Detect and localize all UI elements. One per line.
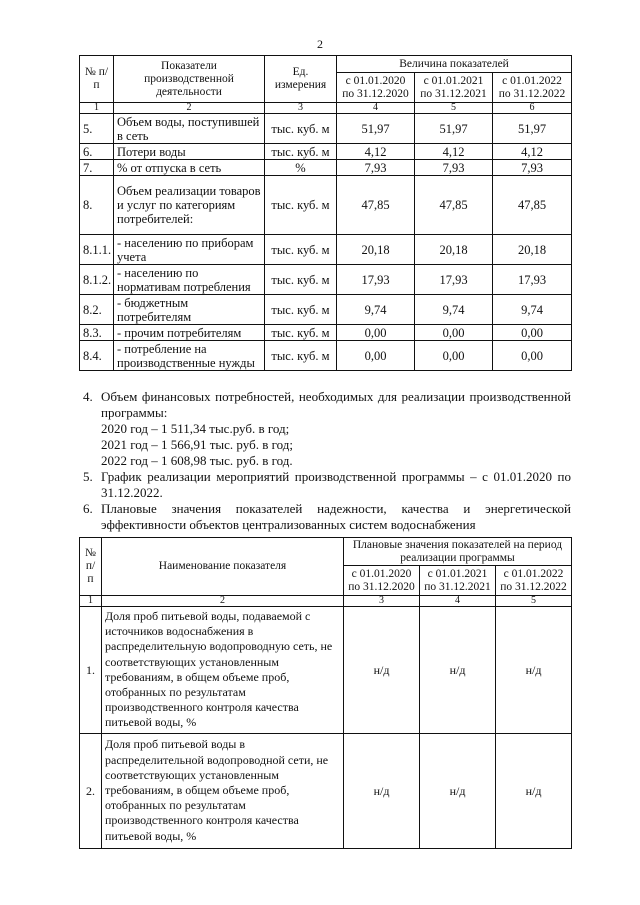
item-5-number: 5. xyxy=(83,469,93,484)
row-unit: тыс. куб. м xyxy=(265,235,337,265)
row-value-2021: 4,12 xyxy=(415,144,493,160)
row-num: 8.3. xyxy=(80,325,114,341)
row-num: 1. xyxy=(80,607,102,734)
row-value-2020: 7,93 xyxy=(337,160,415,176)
header-indicator: Наименование показателя xyxy=(102,538,344,596)
item-6 xyxy=(83,501,571,533)
table-row xyxy=(80,325,572,341)
column-index-row xyxy=(80,596,572,607)
row-value-2020: н/д xyxy=(344,607,420,734)
row-unit: тыс. куб. м xyxy=(265,176,337,235)
item-6-text: Плановые значения показателей надежности, качества и энергетической эффективности объектов централизованных систем водоснабжения xyxy=(101,501,571,532)
index-cell: 5 xyxy=(496,596,572,607)
table-row xyxy=(80,114,572,144)
financing-2021-line: 2021 год – 1 566,91 тыс. руб. в год; xyxy=(101,437,293,452)
header-num: № п/п xyxy=(80,56,114,103)
row-unit: тыс. куб. м xyxy=(265,144,337,160)
item-4-text: Объем финансовых потребностей, необходимых для реализации производственной программы: xyxy=(101,389,571,420)
row-num: 6. xyxy=(80,144,114,160)
row-value-2022: 17,93 xyxy=(493,265,572,295)
table-row xyxy=(80,265,572,295)
index-cell: 2 xyxy=(102,596,344,607)
row-value-2020: 47,85 xyxy=(337,176,415,235)
table-row xyxy=(80,176,572,235)
page-number: 2 xyxy=(317,37,323,51)
row-unit: тыс. куб. м xyxy=(265,325,337,341)
row-value-2022: 4,12 xyxy=(493,144,572,160)
table-row xyxy=(80,160,572,176)
row-unit: % xyxy=(265,160,337,176)
row-value-2021: 47,85 xyxy=(415,176,493,235)
row-value-2020: 0,00 xyxy=(337,325,415,341)
row-value-2021: 17,93 xyxy=(415,265,493,295)
row-num: 8.2. xyxy=(80,295,114,325)
row-value-2020: 0,00 xyxy=(337,341,415,371)
row-value-2021: 7,93 xyxy=(415,160,493,176)
table-row xyxy=(80,144,572,160)
index-cell: 2 xyxy=(114,103,265,114)
row-value-2022: 47,85 xyxy=(493,176,572,235)
table-row xyxy=(80,235,572,265)
row-value-2020: 51,97 xyxy=(337,114,415,144)
row-name: - потребление на производственные нужды xyxy=(114,341,265,371)
row-value-2022: 20,18 xyxy=(493,235,572,265)
table-row xyxy=(80,295,572,325)
row-value-2020: 4,12 xyxy=(337,144,415,160)
row-name: Объем реализации товаров и услуг по категориям потребителей: xyxy=(114,176,265,235)
row-name: - населению по нормативам потребления xyxy=(114,265,265,295)
item-6-number: 6. xyxy=(83,501,93,516)
row-name: - бюджетным потребителям xyxy=(114,295,265,325)
row-num: 2. xyxy=(80,733,102,848)
table-row xyxy=(80,607,572,734)
header-planned-group: Плановые значения показателей на период реализации программы xyxy=(344,538,572,566)
header-period-2021: с 01.01.2021 по 31.12.2021 xyxy=(415,73,493,103)
row-value-2021: н/д xyxy=(420,733,496,848)
row-value-2021: 20,18 xyxy=(415,235,493,265)
row-num: 8. xyxy=(80,176,114,235)
row-value-2022: 7,93 xyxy=(493,160,572,176)
row-name: - прочим потребителям xyxy=(114,325,265,341)
index-cell: 3 xyxy=(265,103,337,114)
row-value-2020: 20,18 xyxy=(337,235,415,265)
row-value-2021: н/д xyxy=(420,607,496,734)
item-5 xyxy=(83,469,571,501)
header-period-2022: с 01.01.2022 по 31.12.2022 xyxy=(493,73,572,103)
item-4 xyxy=(83,389,571,421)
row-num: 8.1.1. xyxy=(80,235,114,265)
row-name: - населению по приборам учета xyxy=(114,235,265,265)
row-value-2022: 9,74 xyxy=(493,295,572,325)
header-num: № п/п xyxy=(80,538,102,596)
row-name: Объем воды, поступившей в сеть xyxy=(114,114,265,144)
index-cell: 4 xyxy=(420,596,496,607)
row-unit: тыс. куб. м xyxy=(265,295,337,325)
row-value-2022: 0,00 xyxy=(493,341,572,371)
header-values-group: Величина показателей xyxy=(337,56,572,73)
financing-2020-line: 2020 год – 1 511,34 тыс.руб. в год; xyxy=(101,421,290,436)
row-value-2020: 9,74 xyxy=(337,295,415,325)
row-unit: тыс. куб. м xyxy=(265,265,337,295)
production-indicators-table xyxy=(79,55,572,371)
row-value-2021: 0,00 xyxy=(415,325,493,341)
index-cell: 1 xyxy=(80,103,114,114)
item-4-number: 4. xyxy=(83,389,93,404)
header-period-2021: с 01.01.2021 по 31.12.2021 xyxy=(420,566,496,596)
row-name: Доля проб питьевой воды в распределительной водопроводной сети, не соответствующих установленным требованиям, в общем объеме проб, отобранных по результатам производственного контроля качества питьевой воды, % xyxy=(102,733,344,848)
row-value-2021: 9,74 xyxy=(415,295,493,325)
row-value-2021: 51,97 xyxy=(415,114,493,144)
row-value-2022: 0,00 xyxy=(493,325,572,341)
row-value-2020: 17,93 xyxy=(337,265,415,295)
row-num: 8.1.2. xyxy=(80,265,114,295)
row-name: Доля проб питьевой воды, подаваемой с источников водоснабжения в распределительную водопроводную сеть, не соответствующих установленным требованиям, в общем объеме проб, отобранных по результатам производственного контроля качества питьевой воды, % xyxy=(102,607,344,734)
row-num: 8.4. xyxy=(80,341,114,371)
header-period-2020: с 01.01.2020 по 31.12.2020 xyxy=(337,73,415,103)
index-cell: 5 xyxy=(415,103,493,114)
index-cell: 1 xyxy=(80,596,102,607)
row-unit: тыс. куб. м xyxy=(265,341,337,371)
numbered-items xyxy=(83,389,571,533)
row-name: Потери воды xyxy=(114,144,265,160)
table-row xyxy=(80,341,572,371)
index-cell: 4 xyxy=(337,103,415,114)
item-5-text: График реализации мероприятий производственной программы – с 01.01.2020 по 31.12.2022. xyxy=(101,469,571,500)
header-period-2020: с 01.01.2020 по 31.12.2020 xyxy=(344,566,420,596)
header-unit: Ед. измерения xyxy=(265,56,337,103)
index-cell: 3 xyxy=(344,596,420,607)
column-index-row xyxy=(80,103,572,114)
row-value-2021: 0,00 xyxy=(415,341,493,371)
row-value-2020: н/д xyxy=(344,733,420,848)
row-value-2022: н/д xyxy=(496,733,572,848)
index-cell: 6 xyxy=(493,103,572,114)
header-period-2022: с 01.01.2022 по 31.12.2022 xyxy=(496,566,572,596)
row-num: 7. xyxy=(80,160,114,176)
row-value-2022: н/д xyxy=(496,607,572,734)
row-num: 5. xyxy=(80,114,114,144)
financing-2022-line: 2022 год – 1 608,98 тыс. руб. в год. xyxy=(101,453,293,468)
header-indicator: Показатели производственной деятельности xyxy=(114,56,265,103)
row-name: % от отпуска в сеть xyxy=(114,160,265,176)
row-value-2022: 51,97 xyxy=(493,114,572,144)
row-unit: тыс. куб. м xyxy=(265,114,337,144)
table-row xyxy=(80,733,572,848)
reliability-indicators-table xyxy=(79,537,572,849)
